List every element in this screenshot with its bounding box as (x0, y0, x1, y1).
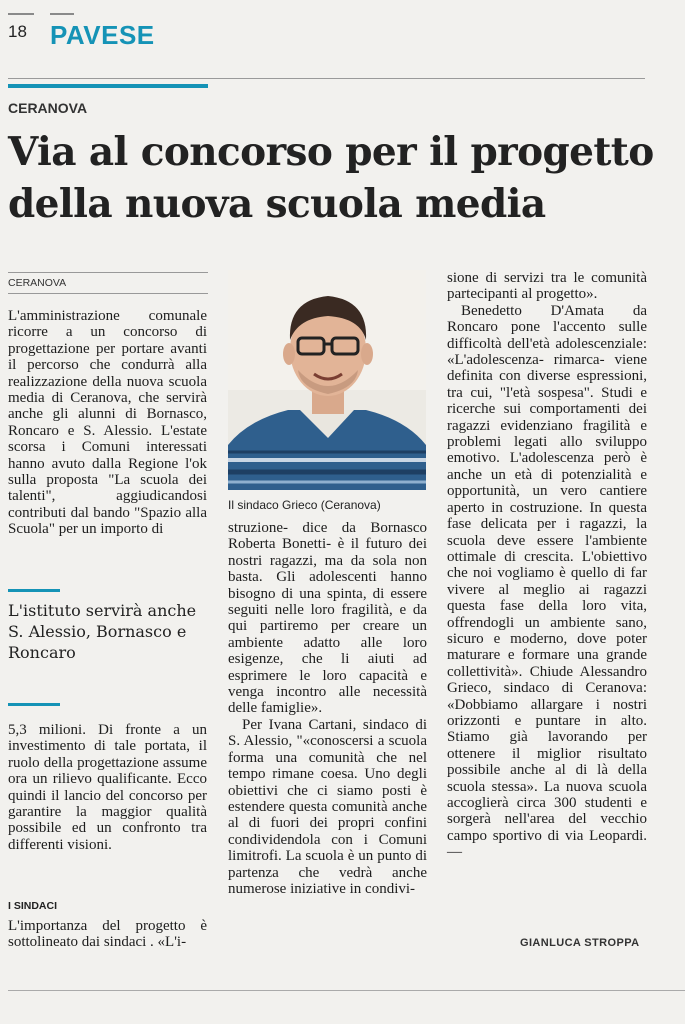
article-body-col2 (228, 520, 427, 897)
article-headline: Via al concorso per il progetto della nuova scuola media (8, 129, 654, 227)
article-body-col1-cont (8, 722, 207, 853)
header-mark (50, 13, 74, 15)
paragraph: 5,3 milioni. Di fronte a un investimento di tale portata, il ruolo della progettazione assume ora un rilievo qualificante. Ecco quindi il lancio del concorso per garantire la maggior qualità possibile ed un confronto tra differenti visioni. (8, 722, 207, 853)
paragraph: L'amministrazione comunale ricorre a un concorso di progettazione per portare avanti il percorso che condurrà alla realizzazione della nuova scuola media di Ceranova, che servirà anche gli alunni di Bornasco, Roncaro e S. Alessio. L'estate scorsa i Comuni interessati hanno avuto dalla Regione l'ok sulla proposta "La scuola dei talenti", aggiudicandosi contributi dal bando "Spazio alla Scuola" per un importo di (8, 308, 207, 538)
article-body-col1-end (8, 918, 207, 951)
article-body-col3 (447, 270, 647, 861)
article-kicker: CERANOVA (8, 100, 88, 116)
dateline: CERANOVA (8, 277, 67, 289)
byline: GIANLUCA STROPPA (520, 937, 640, 949)
pullquote-rule (8, 703, 60, 706)
pullquote: L'istituto servirà anche S. Alessio, Bornasco e Roncaro (8, 601, 197, 662)
paragraph: Benedetto D'Amata da Roncaro pone l'accento sulle difficoltà dell'età adolescenziale: «L'adolescenza- rimarca- viene definita con diverse espressioni, tra cui, "l'età sospesa". Studi e ricerche sui comportamenti dei ragazzi evidenziano fragilità e problemi legati allo sviluppo emotivo. L'adolescenza però è anche un età di potenzialità e opportunità, un vero cantiere aperto in costruzione. In questa fase delicata per i ragazzi, la scuola deve essere l'ambiente ottimale di crescita. L'obiettivo che noi vogliamo è quello di far vivere al meglio ai ragazzi questa fase della loro vita, offrendogli un ambiente sano, sicuro e moderno, dove poter maturare e formare una grande collettività». Chiude Alessandro Grieco, sindaco di Ceranova: «Dobbiamo allargare i nostri orizzonti e puntare in alto. Stiamo già lavorando per ottenere il miglior risultato possibile anche al di là della scuola stessa». La nuova scuola accoglierà circa 300 studenti e sorgerà nell'area del vecchio campo sportivo di via Leopardi. — (447, 302, 647, 861)
section-title: PAVESE (50, 20, 155, 50)
divider (8, 293, 208, 294)
pullquote-rule (8, 589, 60, 592)
subhead: I SINDACI (8, 900, 58, 912)
portrait-image (228, 270, 426, 490)
paragraph: Per Ivana Cartani, sindaco di S. Alessio, "«conoscersi a scuola forma una comunità che nel tempo rimane coesa. Uno degli obiettivi che ci siamo posti è estendere questa comunità anche al di fuori dei propri confini condividendola con i Comuni limitrofi. La scuola è un punto di partenza che vedrà anche numerose iniziative in condivi- (228, 716, 427, 897)
page-number: 18 (8, 22, 27, 41)
paragraph: struzione- dice da Bornasco Roberta Bonetti- è il futuro dei nostri ragazzi, ma da sola non basta. Gli adolescenti hanno bisogno di una spinta, di essere seguiti nelle loro fragilità, e da qui partiremo per creare un ambiente adatto alle loro esigenze, che li aiuti ad esprimere le loro capacità e venga incontro alle necessità delle famiglie». (228, 520, 427, 717)
accent-bar (8, 84, 208, 88)
mayor-photo (228, 270, 426, 490)
header-mark (8, 13, 34, 15)
paragraph: sione di servizi tra le comunità partecipanti al progetto». (447, 270, 647, 303)
divider (8, 78, 645, 79)
divider (8, 272, 208, 273)
divider (8, 990, 685, 991)
article-body-col1 (8, 308, 207, 538)
photo-caption: Il sindaco Grieco (Ceranova) (228, 498, 381, 512)
paragraph: L'importanza del progetto è sottolineato dai sindaci . «L'i- (8, 918, 207, 951)
